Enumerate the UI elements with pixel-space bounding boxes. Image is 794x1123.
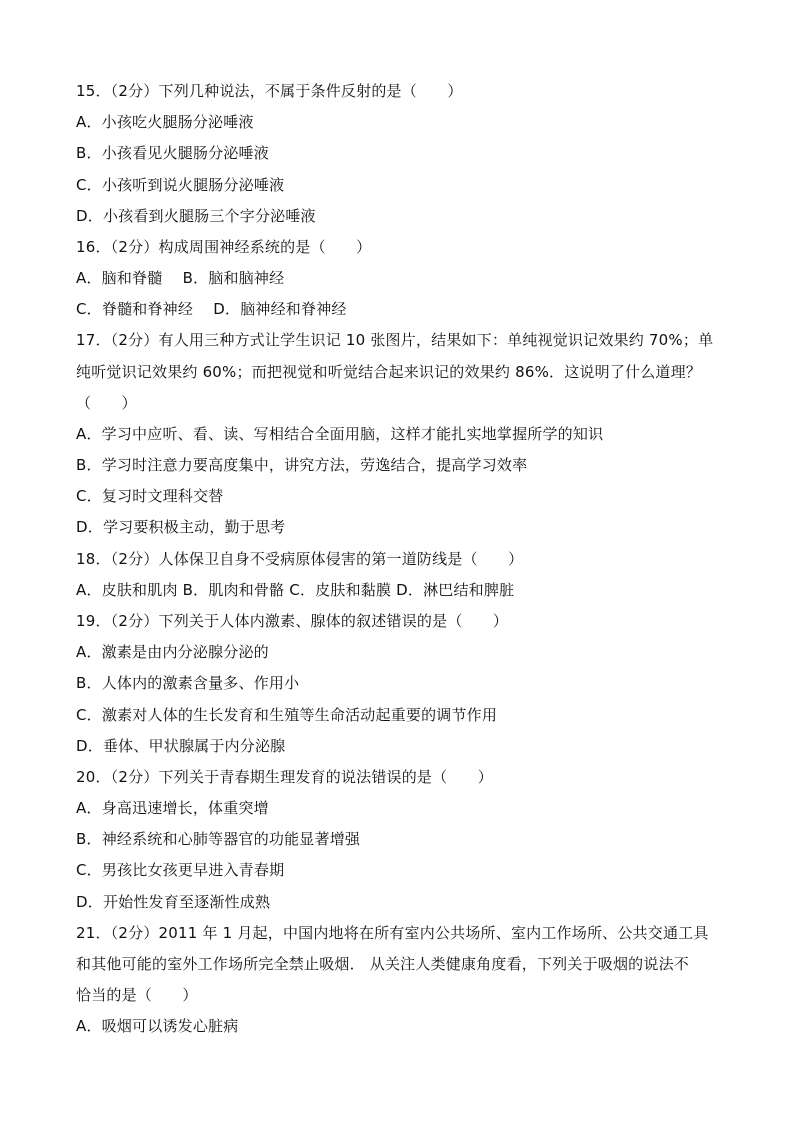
- question-18-stem: 18．（2分）人体保卫自身不受病原体侵害的第一道防线是（ ）: [76, 550, 524, 568]
- question-15-stem: 15．（2分）下列几种说法，不属于条件反射的是（ ）: [76, 82, 463, 100]
- question-15-option-c: C．小孩听到说火腿肠分泌唾液: [76, 176, 285, 194]
- question-16-options-cd: C．脊髓和脊神经 D．脑神经和脊神经: [76, 300, 347, 318]
- question-17-option-c: C．复习时文理科交替: [76, 487, 224, 505]
- question-21-stem-line-1: 21．（2分）2011 年 1 月起，中国内地将在所有室内公共场所、室内工作场所、公共交通工具: [76, 924, 709, 942]
- question-17-option-a: A．学习中应听、看、读、写相结合全面用脑，这样才能扎实地掌握所学的知识: [76, 425, 604, 443]
- question-20-option-a: A．身高迅速增长，体重突增: [76, 799, 269, 817]
- question-20-stem: 20．（2分）下列关于青春期生理发育的说法错误的是（ ）: [76, 768, 493, 786]
- question-19-option-c: C．激素对人体的生长发育和生殖等生命活动起重要的调节作用: [76, 706, 498, 724]
- question-17-stem-line-1: 17．（2分）有人用三种方式让学生识记 10 张图片，结果如下：单纯视觉识记效果约 70%；单: [76, 331, 714, 349]
- question-21-option-a: A．吸烟可以诱发心脏病: [76, 1017, 239, 1035]
- question-16-stem: 16．（2分）构成周围神经系统的是（ ）: [76, 238, 372, 256]
- question-18-options: A．皮肤和肌肉 B．肌肉和骨骼 C．皮肤和黏膜 D．淋巴结和脾脏: [76, 581, 515, 599]
- question-17-stem-line-3: （ ）: [76, 394, 137, 412]
- question-20-option-d: D．开始性发育至逐渐性成熟: [76, 893, 271, 911]
- question-15-option-d: D．小孩看到火腿肠三个字分泌唾液: [76, 207, 316, 225]
- question-19-option-b: B．人体内的激素含量多、作用小: [76, 674, 300, 692]
- question-17-option-d: D．学习要积极主动，勤于思考: [76, 518, 286, 536]
- question-17-option-b: B．学习时注意力要高度集中，讲究方法，劳逸结合，提高学习效率: [76, 456, 528, 474]
- question-19-option-d: D．垂体、甲状腺属于内分泌腺: [76, 737, 286, 755]
- question-21-stem-line-2: 和其他可能的室外工作场所完全禁止吸烟． 从关注人类健康角度看，下列关于吸烟的说法不: [76, 955, 689, 973]
- question-19-option-a: A．激素是由内分泌腺分泌的: [76, 643, 269, 661]
- question-17-stem-line-2: 纯听觉识记效果约 60%；而把视觉和听觉结合起来识记的效果约 86%．这说明了什么道理？: [76, 363, 702, 381]
- question-16-options-ab: A．脑和脊髓 B．脑和脑神经: [76, 269, 285, 287]
- question-20-option-b: B．神经系统和心肺等器官的功能显著增强: [76, 830, 361, 848]
- question-21-stem-line-3: 恰当的是（ ）: [76, 986, 198, 1004]
- question-15-option-a: A．小孩吃火腿肠分泌唾液: [76, 113, 254, 131]
- question-15-option-b: B．小孩看见火腿肠分泌唾液: [76, 144, 269, 162]
- question-19-stem: 19．（2分）下列关于人体内激素、腺体的叙述错误的是（ ）: [76, 612, 509, 630]
- question-20-option-c: C．男孩比女孩更早进入青春期: [76, 861, 285, 879]
